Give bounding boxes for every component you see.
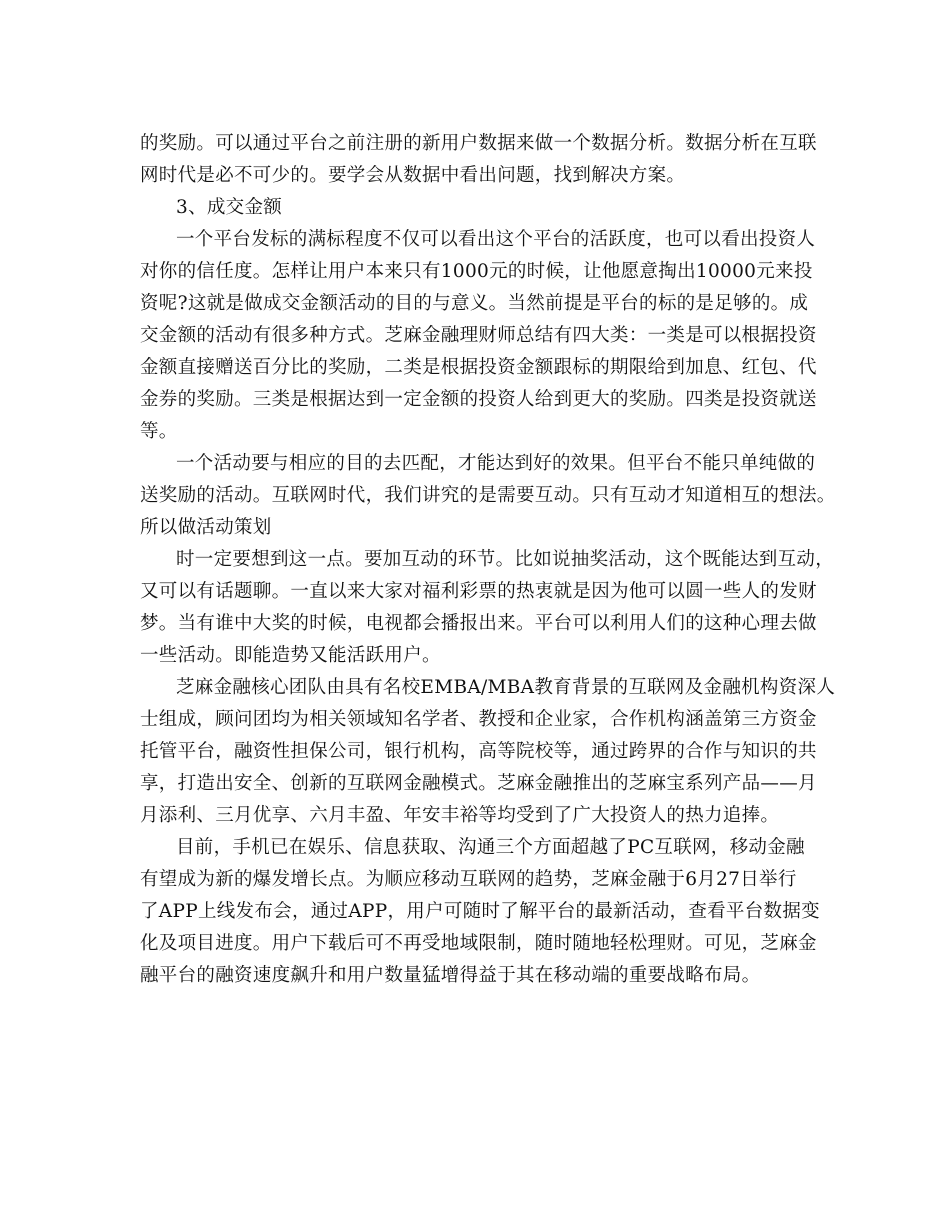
text-line: 梦。当有谁中大奖的时候，电视都会播报出来。平台可以利用人们的这种心理去做 (140, 613, 817, 634)
text-line: 的奖励。可以通过平台之前注册的新用户数据来做一个数据分析。数据分析在互联 (140, 133, 817, 154)
text-line: 享，打造出安全、创新的互联网金融模式。芝麻金融推出的芝麻宝系列产品——月 (140, 773, 817, 794)
text-line: 了APP上线发布会，通过APP，用户可随时了解平台的最新活动，查看平台数据变 (140, 901, 820, 922)
text-line: 有望成为新的爆发增长点。为顺应移动互联网的趋势，芝麻金融于6月27日举行 (140, 869, 797, 890)
text-line: 时一定要想到这一点。要加互动的环节。比如说抽奖活动，这个既能达到互动， (176, 549, 835, 570)
text-line: 一个活动要与相应的目的去匹配，才能达到好的效果。但平台不能只单纯做的 (176, 453, 816, 474)
text-line: 一个平台发标的满标程度不仅可以看出这个平台的活跃度，也可以看出投资人 (176, 229, 816, 250)
text-line: 月添利、三月优享、六月丰盈、年安丰裕等均受到了广大投资人的热力追捧。 (140, 805, 780, 826)
text-line: 芝麻金融核心团队由具有名校EMBA/MBA教育背景的互联网及金融机构资深人 (176, 677, 836, 698)
document-body (140, 128, 836, 992)
text-line: 金券的奖励。三类是根据达到一定金额的投资人给到更大的奖励。四类是投资就送 (140, 389, 817, 410)
text-line: 网时代是必不可少的。要学会从数据中看出问题，找到解决方案。 (140, 165, 686, 186)
text-line: 对你的信任度。怎样让用户本来只有1000元的时候，让他愿意掏出10000元来投 (140, 261, 813, 282)
text-line: 金额直接赠送百分比的奖励，二类是根据投资金额跟标的期限给到加息、红包、代 (140, 357, 817, 378)
text-line: 一些活动。即能造势又能活跃用户。 (140, 645, 441, 666)
text-line: 化及项目进度。用户下载后可不再受地域限制，随时随地轻松理财。可见，芝麻金 (140, 933, 817, 954)
text-line: 士组成，顾问团均为相关领域知名学者、教授和企业家，合作机构涵盖第三方资金 (140, 709, 817, 730)
text-line: 交金额的活动有很多种方式。芝麻金融理财师总结有四大类：一类是可以根据投资 (140, 325, 817, 346)
section-heading: 3、成交金额 (176, 197, 283, 218)
text-line: 又可以有话题聊。一直以来大家对福利彩票的热衷就是因为他可以圆一些人的发财 (140, 581, 817, 602)
text-line: 等。 (140, 421, 178, 442)
text-line: 送奖励的活动。互联网时代，我们讲究的是需要互动。只有互动才知道相互的想法。 (140, 485, 836, 506)
text-line: 资呢?这就是做成交金额活动的目的与意义。当然前提是平台的标的是足够的。成 (140, 293, 809, 314)
text-line: 融平台的融资速度飙升和用户数量猛增得益于其在移动端的重要战略布局。 (140, 965, 761, 986)
text-line: 所以做活动策划 (140, 517, 272, 538)
text-line: 目前，手机已在娱乐、信息获取、沟通三个方面超越了PC互联网，移动金融 (176, 837, 805, 858)
text-line: 托管平台，融资性担保公司，银行机构，高等院校等，通过跨界的合作与知识的共 (140, 741, 817, 762)
